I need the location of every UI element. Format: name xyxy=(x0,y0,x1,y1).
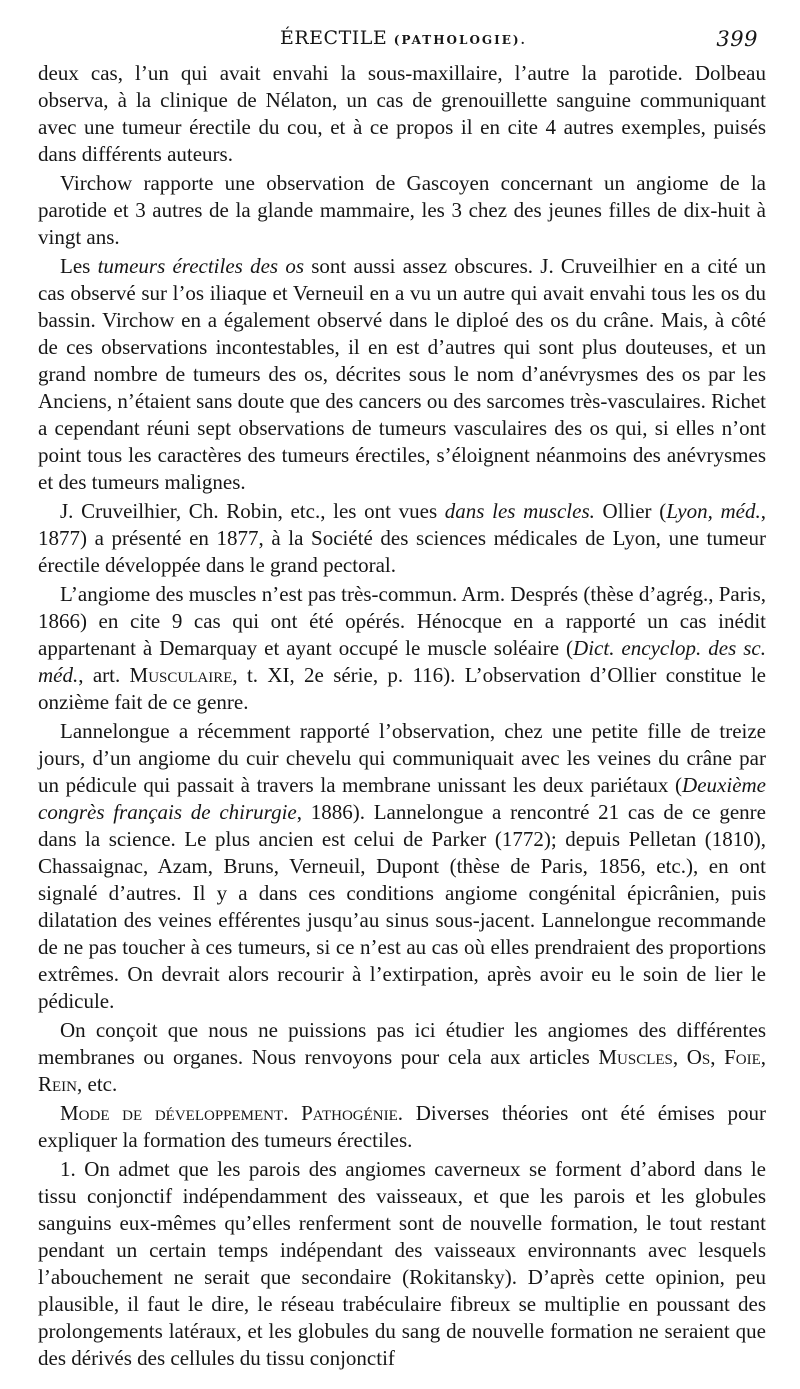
small-caps-text: Foie xyxy=(724,1045,761,1069)
small-caps-text: Os xyxy=(686,1045,711,1069)
small-caps-text: Mode de développement xyxy=(60,1101,284,1125)
text-run: , etc. xyxy=(77,1072,118,1096)
italic-text: Dict. encyclop. des sc. méd. xyxy=(38,636,766,687)
paragraph xyxy=(38,581,766,716)
text-run: . xyxy=(283,1101,302,1125)
small-caps-text: Musculaire xyxy=(129,663,233,687)
running-title-word: ÉRECTILE xyxy=(280,27,388,49)
text-run: deux cas, l’un qui avait envahi la sous-maxillaire, l’autre la parotide. Dolbeau observa, à la clinique de Nélaton, un cas de grenouillette sanguine communiquant avec une tumeur érectile du cou, et à ce propos il en cite 4 autres exemples, puisés dans différents auteurs. xyxy=(38,61,766,166)
small-caps-text: Pathogénie xyxy=(301,1101,398,1125)
text-run: Lannelongue a récemment rapporté l’observation, chez une petite fille de treize jours, d’un angiome du cuir chevelu qui communiquait avec les veines du crâne par un pédicule qui passait à travers la membrane unissant les deux pariétaux ( xyxy=(38,719,766,797)
paragraph xyxy=(38,1156,766,1372)
text-run: Ollier ( xyxy=(594,499,667,523)
text-run: sont aussi assez obscures. J. Cruveilhier en a cité un cas observé sur l’os iliaque et Verneuil en a vu un autre qui avait envahi tous les os du bassin. Virchow en a également observé dans le diploé des os du crâne. Mais, à côté de ces observations incontestables, il en est d’autres qui sont plus douteuses, et un grand nombre de tumeurs des os, décrites sous le nom d’anévrysmes des os par les Anciens, n’étaient sans doute que des cancers ou des sarcomes très-vasculaires. Richet a cependant réuni sept observations de tumeurs vasculaires des os qui, si elles n’ont point tous les caractères des tumeurs érectiles, s’éloignent néanmoins des anévrysmes et des tumeurs malignes. xyxy=(38,254,767,494)
text-run: Virchow rapporte une observation de Gascoyen concernant un angiome de la parotide et 3 autres de la glande mammaire, les 3 chez des jeunes filles de dix-huit à vingt ans. xyxy=(38,171,766,249)
paragraph xyxy=(38,498,766,579)
small-caps-text: Muscles xyxy=(598,1045,673,1069)
text-run: , 1886). Lannelongue a rencontré 21 cas de ce genre dans la science. Le plus ancien est celui de Parker (1772); depuis Pelletan (1810), Chassaignac, Azam, Bruns, Verneuil, Dupont (thèse de Paris, 1856, etc.), en ont signalé d’autres. Il y a dans ces conditions angiome congénital épicrânien, puis dilatation des veines efférentes jusqu’au sinus sous-jacent. Lannelongue recommande de ne pas toucher à ces tumeurs, si ce n’est au cas où elles prendraient des proportions extrêmes. On devrait alors recourir à l’extirpation, après avoir eu le soin de lier le pédicule. xyxy=(38,800,766,1013)
paragraph xyxy=(38,1017,766,1098)
paragraph xyxy=(38,60,766,168)
text-run: . Diverses théories ont été émises pour expliquer la formation des tumeurs érectiles. xyxy=(38,1101,767,1152)
text-run: L’angiome des muscles n’est pas très-commun. Arm. Després (thèse d’agrég., Paris, 1866) en cite 9 cas qui ont été opérés. Hénocque en a rapporté un cas inédit appartenant à Demarquay et ayant occupé le muscle soléaire ( xyxy=(38,582,766,660)
small-caps-text: Rein xyxy=(38,1072,77,1096)
italic-text: Lyon, méd. xyxy=(666,499,761,523)
italic-text: dans les muscles. xyxy=(444,499,595,523)
text-run: , art. xyxy=(78,663,130,687)
paragraph xyxy=(38,718,766,1015)
text-run: Les xyxy=(60,254,98,278)
text-run: , xyxy=(710,1045,725,1069)
paragraph xyxy=(38,1100,766,1154)
body-text xyxy=(38,60,766,1374)
paragraph xyxy=(38,253,766,496)
running-title xyxy=(280,27,527,49)
text-run: , 1877) a présenté en 1877, à la Société des sciences médicales de Lyon, une tumeur érectile développée dans le grand pectoral. xyxy=(38,499,766,577)
paragraph xyxy=(38,170,766,251)
text-run: On conçoit que nous ne puissions pas ici étudier les angiomes des différentes membranes ou organes. Nous renvoyons pour cela aux articles xyxy=(38,1018,766,1069)
text-run: , t. XI, 2e série, p. 116). L’observation d’Ollier constitue le onzième fait de ce genre. xyxy=(38,663,766,714)
text-run: J. Cruveilhier, Ch. Robin, etc., les ont vues xyxy=(60,499,445,523)
text-run: , xyxy=(672,1045,687,1069)
running-head xyxy=(0,27,800,57)
italic-text: Deuxième congrès français de chirurgie xyxy=(38,773,766,824)
text-run: 1. On admet que les parois des angiomes caverneux se forment d’abord dans le tissu conjonctif indépendamment des vaisseaux, et que les parois et les globules sanguins eux-mêmes qu’elles renferment sont de nouvelle formation, le tout restant pendant un certain temps indépendant des vaisseaux environnants avec lesquels l’abouchement ne serait que secondaire (Rokitansky). D’après cette opinion, peu plausible, il faut le dire, le réseau trabéculaire fibreux se multiplie en poussant des prolongements latéraux, et les globules du sang de nouvelle formation ne seraient que des dérivés des cellules du tissu conjonctif xyxy=(38,1157,766,1370)
italic-text: tumeurs érectiles des os xyxy=(97,254,304,278)
page-number: 399 xyxy=(716,27,758,51)
text-run: , xyxy=(760,1045,767,1069)
running-title-subtitle: (PATHOLOGIE). xyxy=(393,33,527,47)
